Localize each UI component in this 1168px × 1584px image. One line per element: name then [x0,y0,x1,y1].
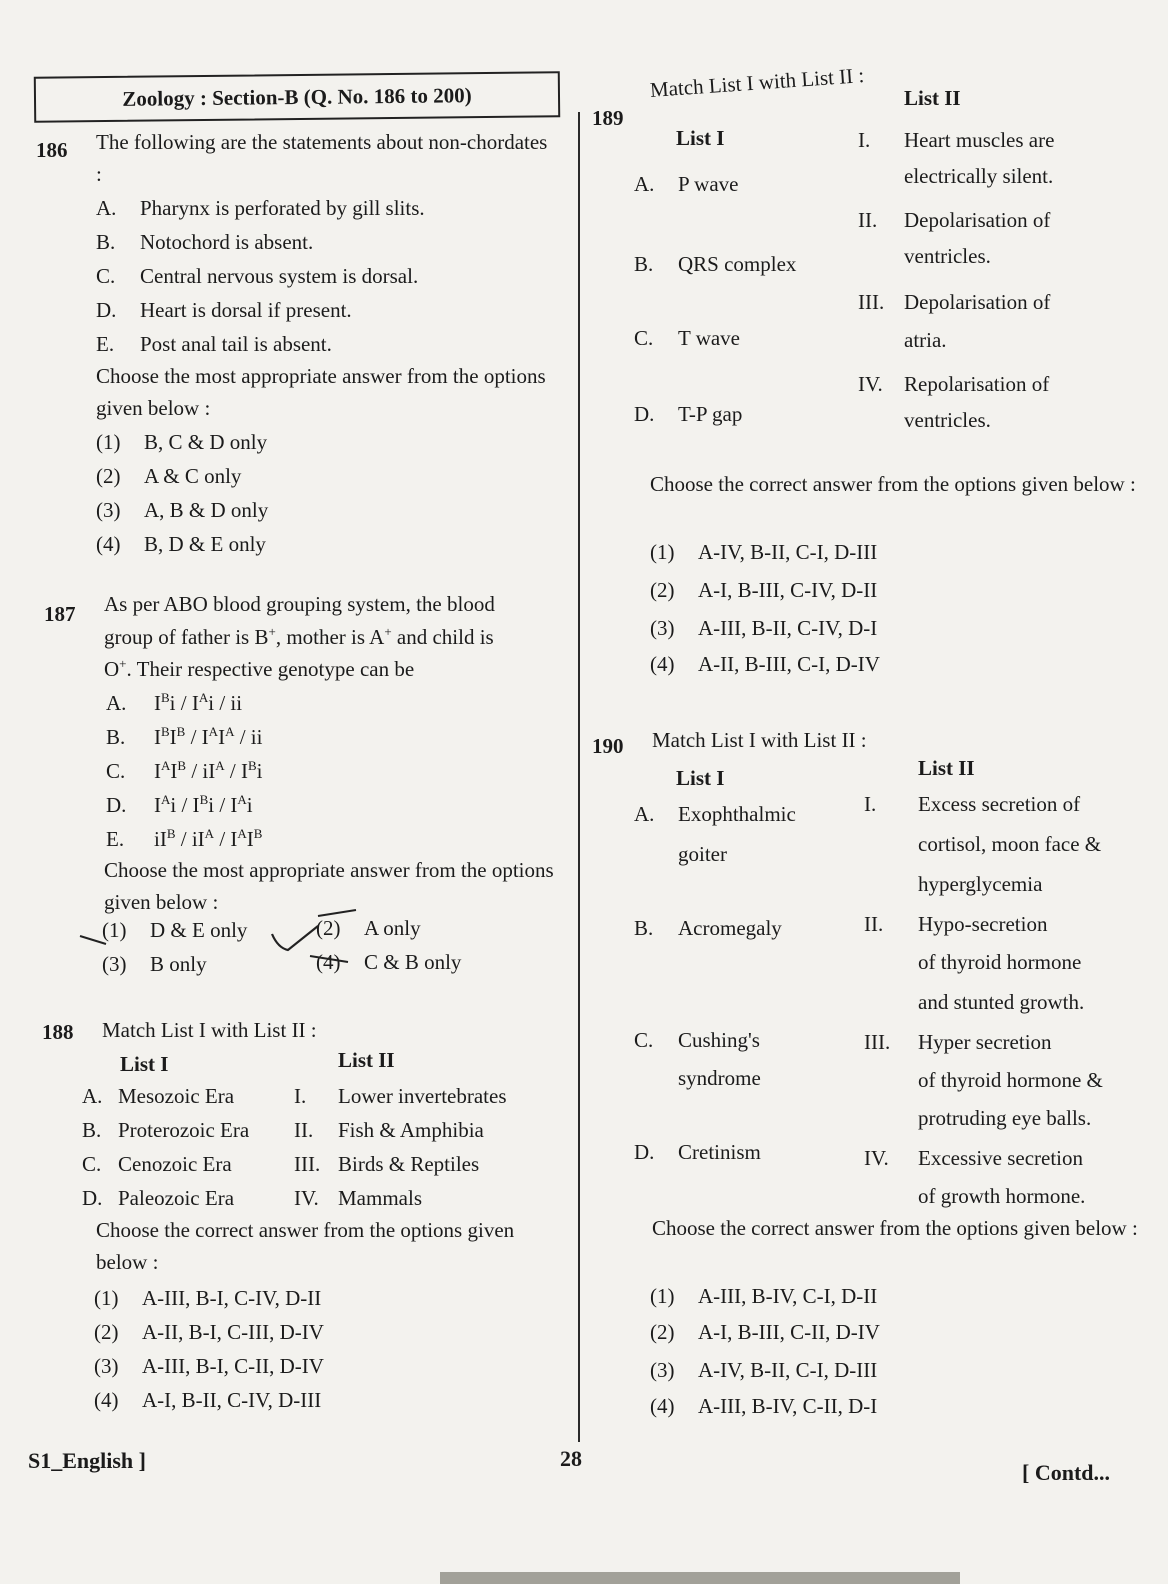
genotype-row-c: C. $I^AI^B / iI^A / I^Bi$ [106,758,263,783]
list2-item: I. Heart muscles are [858,128,1055,152]
list2-item-cont: protruding eye balls. [918,1106,1092,1130]
option-row[interactable]: (2) A-I, B-III, C-IV, D-II [650,578,878,602]
list2-item: I. Excess secretion of [864,792,1081,816]
question-stem-188: Match List I with List II : [102,1018,317,1042]
option-row[interactable]: (3) A, B & D only [96,498,269,522]
option-row[interactable]: (2) A only [316,916,421,940]
instruction-187: Choose the most appropriate answer from the options given below : [104,858,554,914]
question-stem-187-line3: O+. Their respective genotype can be [104,656,415,681]
list2-item: IV. Repolarisation of [858,372,1050,396]
option-row[interactable]: (4) A-III, B-IV, C-II, D-I [650,1394,878,1418]
question-number-186: 186 [36,138,68,162]
list2-item-cont: electrically silent. [904,164,1054,188]
handwritten-tick-marks [72,904,372,974]
list1-header-190: List I [676,766,725,790]
question-number-189: 189 [592,106,624,130]
question-stem-186: The following are the statements about non-chordates : [96,130,548,186]
option-row[interactable]: (4) B, D & E only [96,532,266,556]
list2-item-cont: of thyroid hormone [918,950,1082,974]
footer-paper-code: S1_English ] [28,1448,146,1473]
list1-item: D. T-P gap [634,402,743,426]
instruction-186: Choose the most appropriate answer from the options given below : [96,364,546,420]
list1-item: A. P wave [634,172,739,196]
question-stem-187-line1: As per ABO blood grouping system, the blood [104,592,495,616]
statement-row: B. Notochord is absent. [96,230,314,254]
list1-item: A. Exophthalmic [634,802,796,826]
list2-item: II. Hypo-secretion [864,912,1048,936]
page-number: 28 [560,1446,582,1471]
list2-item: III. Depolarisation of [858,290,1051,314]
question-stem-189: Match List I with List II : [649,63,865,102]
instruction-188: Choose the correct answer from the options given below : [96,1218,515,1274]
option-row[interactable]: (1) D & E only [102,918,248,942]
list2-item-cont: atria. [904,328,947,352]
list1-item-cont: goiter [678,842,727,866]
list2-item: IV. Excessive secretion [864,1146,1084,1170]
statement-row: E. Post anal tail is absent. [96,332,332,356]
match-row: C. Cenozoic Era III. Birds & Reptiles [82,1152,480,1176]
scan-edge-shadow [440,1572,960,1584]
option-row[interactable]: (3) A-III, B-II, C-IV, D-I [650,616,878,640]
list2-item-cont: hyperglycemia [918,872,1043,896]
section-title: Zoology : Section-B (Q. No. 186 to 200) [34,71,560,123]
list2-header-190: List II [918,756,975,780]
question-number-190: 190 [592,734,624,758]
list2-item-cont: of growth hormone. [918,1184,1086,1208]
question-stem-190: Match List I with List II : [652,728,867,752]
genotype-row-b: B. $I^BI^B / I^AI^A$ / ii [106,724,263,749]
list2-item-cont: ventricles. [904,244,991,268]
match-row: B. Proterozoic Era II. Fish & Amphibia [82,1118,484,1142]
list1-header-188: List I [120,1052,169,1076]
instruction-190: Choose the correct answer from the options given below : [652,1216,1138,1240]
list1-item: B. QRS complex [634,252,797,276]
statement-row: D. Heart is dorsal if present. [96,298,352,322]
list2-header-188: List II [338,1048,395,1072]
question-number-188: 188 [42,1020,74,1044]
question-number-187: 187 [44,602,76,626]
instruction-189: Choose the correct answer from the options given below : [650,472,1136,496]
list1-item-cont: syndrome [678,1066,761,1090]
list1-item: C. Cushing's [634,1028,760,1052]
option-row[interactable]: (4) A-II, B-III, C-I, D-IV [650,652,880,676]
list1-item: B. Acromegaly [634,916,782,940]
list2-item-cont: of thyroid hormone & [918,1068,1103,1092]
statement-row: C. Central nervous system is dorsal. [96,264,419,288]
option-row[interactable]: (1) A-III, B-I, C-IV, D-II [94,1286,322,1310]
genotype-row-d: D. $I^Ai / I^Bi / I^Ai$ [106,792,253,817]
option-row[interactable]: (4) C & B only [316,950,462,974]
list1-item: D. Cretinism [634,1140,761,1164]
match-row: D. Paleozoic Era IV. Mammals [82,1186,422,1210]
list2-item: III. Hyper secretion [864,1030,1052,1054]
genotype-row-a: A. $I^Bi / I^Ai$ / ii [106,690,243,715]
option-row[interactable]: (4) A-I, B-II, C-IV, D-III [94,1388,322,1412]
list1-header-189: List I [676,126,725,150]
option-row[interactable]: (1) A-III, B-IV, C-I, D-II [650,1284,878,1308]
list2-item-cont: and stunted growth. [918,990,1085,1014]
list2-item-cont: cortisol, moon face & [918,832,1102,856]
match-row: A. Mesozoic Era I. Lower invertebrates [82,1084,507,1108]
option-row[interactable]: (2) A-I, B-III, C-II, D-IV [650,1320,880,1344]
list2-item-cont: ventricles. [904,408,991,432]
column-divider [578,112,580,1442]
option-row[interactable]: (2) A-II, B-I, C-III, D-IV [94,1320,324,1344]
option-row[interactable]: (3) A-IV, B-II, C-I, D-III [650,1358,878,1382]
statement-row: A. Pharynx is perforated by gill slits. [96,196,425,220]
option-row[interactable]: (1) A-IV, B-II, C-I, D-III [650,540,878,564]
list1-item: C. T wave [634,326,741,350]
footer-continued: [ Contd... [1022,1460,1111,1485]
option-row[interactable]: (2) A & C only [96,464,242,488]
option-row[interactable]: (3) A-III, B-I, C-II, D-IV [94,1354,324,1378]
genotype-row-e: E. $iI^B / iI^A / I^AI^B$ [106,826,263,851]
list2-item: II. Depolarisation of [858,208,1051,232]
option-row[interactable]: (1) B, C & D only [96,430,268,454]
option-row[interactable]: (3) B only [102,952,207,976]
question-stem-187-line2: group of father is B+, mother is A+ and child is [104,624,494,649]
list2-header-189: List II [904,86,961,110]
